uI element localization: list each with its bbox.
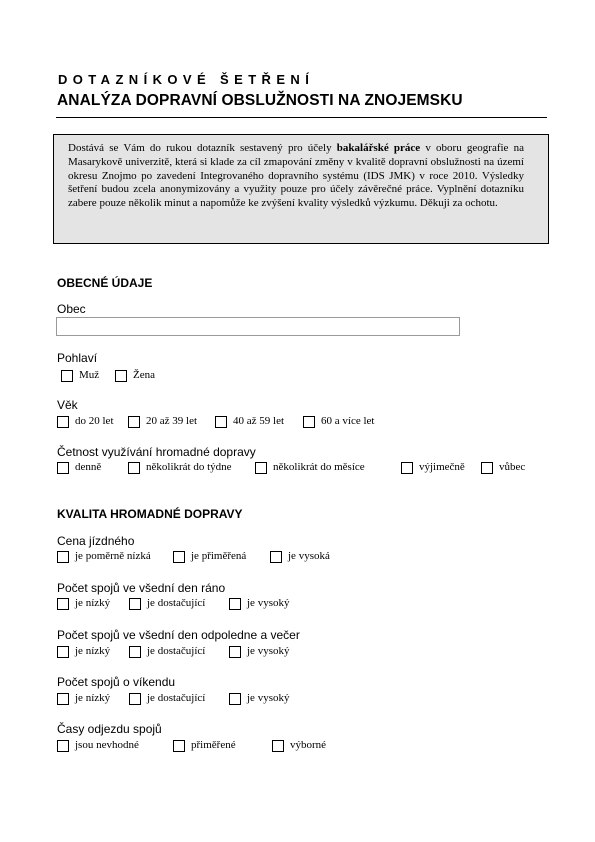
checkbox[interactable] bbox=[128, 416, 140, 428]
question-label-casy: Časy odjezdu spojů bbox=[57, 722, 162, 736]
survey-title-main: ANALÝZA DOPRAVNÍ OBSLUŽNOSTI NA ZNOJEMSKU bbox=[57, 92, 463, 109]
intro-text-bold: bakalářské práce bbox=[336, 142, 421, 154]
option-label: výborné bbox=[290, 739, 327, 751]
option-label: několikrát do týdne bbox=[146, 461, 232, 473]
checkbox[interactable] bbox=[57, 740, 69, 752]
option-label: 40 až 59 let bbox=[233, 415, 285, 427]
question-label-vikend: Počet spojů o víkendu bbox=[57, 675, 176, 689]
option-label: jsou nevhodné bbox=[75, 739, 139, 751]
option-label: do 20 let bbox=[75, 415, 114, 427]
checkbox[interactable] bbox=[57, 646, 69, 658]
checkbox[interactable] bbox=[229, 598, 241, 610]
option-label: je poměrně nízká bbox=[75, 550, 151, 562]
checkbox[interactable] bbox=[173, 740, 185, 752]
checkbox[interactable] bbox=[229, 646, 241, 658]
option-label: vůbec bbox=[499, 461, 526, 473]
option-label: je nízký bbox=[75, 597, 111, 609]
checkbox[interactable] bbox=[57, 693, 69, 705]
option-label: Muž bbox=[79, 369, 100, 381]
intro-box bbox=[53, 134, 549, 244]
option-label: je vysoký bbox=[247, 692, 290, 704]
option-label: přiměřené bbox=[191, 739, 236, 751]
checkbox[interactable] bbox=[255, 462, 267, 474]
survey-title-spaced: DOTAZNÍKOVÉ ŠETŘENÍ bbox=[58, 72, 315, 87]
checkbox[interactable] bbox=[215, 416, 227, 428]
option-label: několikrát do měsíce bbox=[273, 461, 365, 473]
obec-input[interactable] bbox=[56, 317, 460, 336]
checkbox[interactable] bbox=[481, 462, 493, 474]
checkbox[interactable] bbox=[57, 416, 69, 428]
question-label-pohlavi: Pohlaví bbox=[57, 351, 98, 365]
option-label: je nízký bbox=[75, 645, 111, 657]
checkbox[interactable] bbox=[272, 740, 284, 752]
option-label: je dostačující bbox=[147, 597, 206, 609]
checkbox[interactable] bbox=[115, 370, 127, 382]
intro-text-2: v oboru geografie na Masarykově univerzitě, která si klade za cíl zmapování změny v kvalitě dopravní obslužnosti na území okresu Znojmo po zavedení Integrovaného dopravního systému (IDS JMK) v roce 2010. Výsledky šetření budou zcela anonymizovány a využity pouze pro účely závěrečné práce. Vyplnění dotazníku zabere pouze několik minut a napomůže ke zvýšení kvality výsledků výzkumu. Děkuji za ochotu. bbox=[68, 142, 524, 210]
option-label: Žena bbox=[133, 369, 155, 381]
option-label: 60 a více let bbox=[321, 415, 375, 427]
checkbox[interactable] bbox=[129, 598, 141, 610]
question-label-obec: Obec bbox=[57, 302, 86, 316]
checkbox[interactable] bbox=[57, 551, 69, 563]
checkbox[interactable] bbox=[128, 462, 140, 474]
question-label-vek: Věk bbox=[57, 398, 78, 412]
intro-text-1: Dostává se Vám do rukou dotazník sestavený pro účely bbox=[68, 142, 337, 154]
question-label-odpoledne: Počet spojů ve všední den odpoledne a večer bbox=[57, 628, 300, 642]
checkbox[interactable] bbox=[303, 416, 315, 428]
checkbox[interactable] bbox=[129, 693, 141, 705]
option-label: denně bbox=[75, 461, 102, 473]
section-heading-general: OBECNÉ ÚDAJE bbox=[57, 276, 153, 290]
option-label: 20 až 39 let bbox=[146, 415, 198, 427]
checkbox[interactable] bbox=[57, 462, 69, 474]
option-label: je dostačující bbox=[147, 645, 206, 657]
checkbox[interactable] bbox=[129, 646, 141, 658]
checkbox[interactable] bbox=[61, 370, 73, 382]
option-label: je vysoký bbox=[247, 597, 290, 609]
option-label: je přiměřená bbox=[191, 550, 247, 562]
option-label: je vysoký bbox=[247, 645, 290, 657]
checkbox[interactable] bbox=[401, 462, 413, 474]
option-label: je nízký bbox=[75, 692, 111, 704]
section-heading-quality: KVALITA HROMADNÉ DOPRAVY bbox=[57, 507, 243, 521]
header-divider bbox=[56, 117, 547, 118]
checkbox[interactable] bbox=[57, 598, 69, 610]
checkbox[interactable] bbox=[270, 551, 282, 563]
checkbox[interactable] bbox=[229, 693, 241, 705]
question-label-cetnost: Četnost využívání hromadné dopravy bbox=[57, 445, 256, 459]
option-label: je dostačující bbox=[147, 692, 206, 704]
question-label-rano: Počet spojů ve všední den ráno bbox=[57, 581, 226, 595]
checkbox[interactable] bbox=[173, 551, 185, 563]
question-label-cena: Cena jízdného bbox=[57, 534, 135, 548]
option-label: je vysoká bbox=[288, 550, 330, 562]
option-label: výjimečně bbox=[419, 461, 465, 473]
